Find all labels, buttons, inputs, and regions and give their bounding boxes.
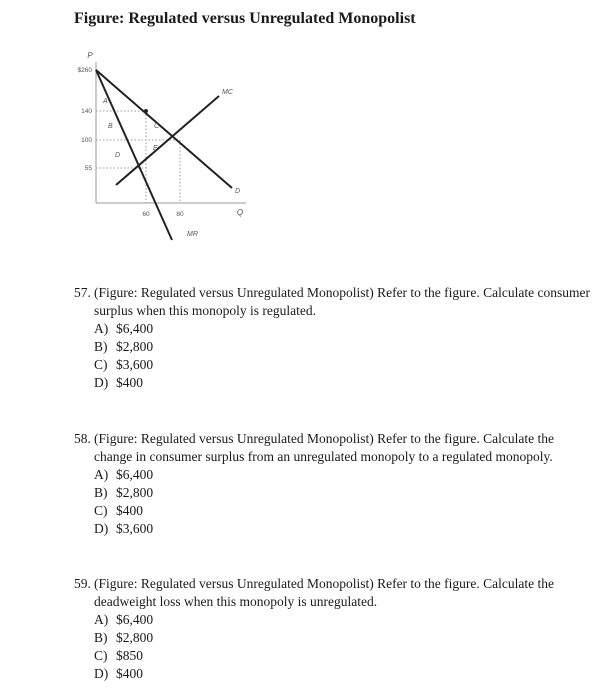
question-stem: (Figure: Regulated versus Unregulated Monopolist) Refer to the figure. Calculate the deadweight loss when this monopoly is unregulated. bbox=[94, 576, 554, 609]
region-c: C bbox=[154, 123, 160, 130]
question-stem: (Figure: Regulated versus Unregulated Monopolist) Refer to the figure. Calculate consumer surplus when this monopoly is regulated. bbox=[94, 285, 590, 318]
x-tick-60: 60 bbox=[142, 211, 150, 218]
mr-label: MR bbox=[187, 231, 198, 238]
y-tick-260: $260 bbox=[77, 67, 92, 74]
choice-b[interactable]: B) $2,800 bbox=[94, 485, 154, 500]
question-58 bbox=[74, 430, 594, 538]
choice-c[interactable]: C) $400 bbox=[94, 503, 143, 518]
choice-b[interactable]: B) $2,800 bbox=[94, 630, 154, 645]
choice-c[interactable]: C) $3,600 bbox=[94, 357, 154, 372]
y-tick-140: 140 bbox=[81, 108, 92, 115]
mc-label: MC bbox=[222, 89, 233, 96]
choice-b[interactable]: B) $2,800 bbox=[94, 339, 154, 354]
region-a: A bbox=[103, 98, 108, 105]
choice-d[interactable]: D) $400 bbox=[94, 375, 143, 390]
mr-curve bbox=[96, 70, 172, 240]
demand-label: D bbox=[235, 188, 241, 195]
choice-d[interactable]: D) $3,600 bbox=[94, 521, 154, 536]
question-number: 58. bbox=[74, 431, 91, 446]
region-b: B bbox=[108, 123, 113, 130]
x-axis-label: Q bbox=[236, 208, 244, 217]
choice-c[interactable]: C) $850 bbox=[94, 648, 143, 663]
answer-choices bbox=[74, 611, 594, 683]
answer-choices bbox=[74, 466, 594, 538]
y-tick-55: 55 bbox=[84, 165, 92, 172]
y-axis-label: P bbox=[87, 51, 93, 60]
choice-a[interactable]: A) $6,400 bbox=[94, 467, 154, 482]
region-d: D bbox=[115, 152, 121, 159]
choice-a[interactable]: A) $6,400 bbox=[94, 321, 154, 336]
demand-curve bbox=[96, 70, 232, 188]
regulated-point bbox=[144, 109, 148, 113]
choice-d[interactable]: D) $400 bbox=[94, 666, 143, 681]
question-stem: (Figure: Regulated versus Unregulated Monopolist) Refer to the figure. Calculate the change in consumer surplus from an unregulated monopoly to a regulated monopoly. bbox=[94, 431, 554, 464]
figure-title: Figure: Regulated versus Unregulated Monopolist bbox=[74, 10, 416, 27]
question-57 bbox=[74, 284, 594, 392]
question-number: 57. bbox=[74, 285, 91, 300]
monopoly-figure bbox=[0, 0, 300, 250]
y-tick-100: 100 bbox=[81, 137, 92, 144]
question-number: 59. bbox=[74, 576, 91, 591]
x-tick-80: 80 bbox=[176, 211, 184, 218]
region-e: E bbox=[153, 145, 158, 152]
choice-a[interactable]: A) $6,400 bbox=[94, 612, 154, 627]
question-59 bbox=[74, 575, 594, 683]
answer-choices bbox=[74, 320, 594, 392]
